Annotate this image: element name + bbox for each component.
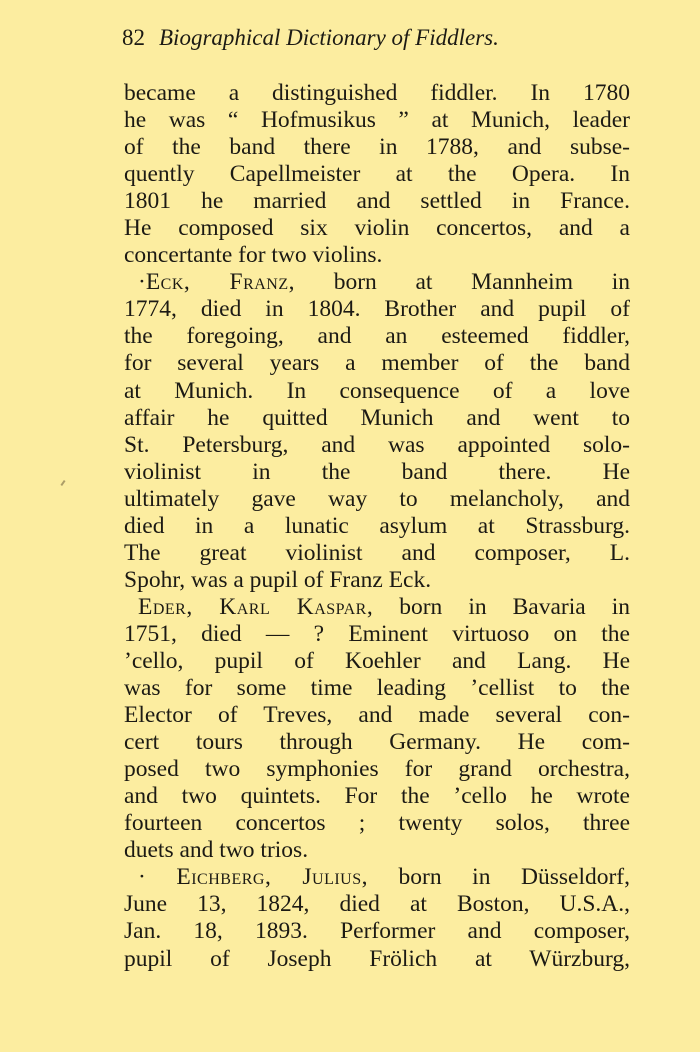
margin-mark bbox=[60, 480, 65, 486]
text-line bbox=[124, 837, 630, 864]
text-run: fourteen concertos ; twenty solos, three bbox=[124, 810, 630, 837]
text-run: born in Bavaria in bbox=[373, 593, 630, 620]
text-line bbox=[124, 540, 630, 567]
text-run: The great violinist and composer, L. bbox=[124, 539, 630, 566]
text-run: posed two symphonies for grand orchestra, bbox=[124, 756, 630, 783]
entry-headword: Eichberg, Julius, bbox=[176, 864, 369, 891]
text-line bbox=[124, 918, 630, 945]
text-line bbox=[124, 864, 630, 891]
text-line bbox=[124, 702, 630, 729]
text-run: born at Mannheim in bbox=[295, 269, 630, 296]
text-line bbox=[124, 161, 630, 188]
entry-headword: Eder, Karl Kaspar, bbox=[138, 593, 374, 620]
text-run: the foregoing, and an esteemed fiddler, bbox=[124, 323, 630, 350]
text-run: born in Düsseldorf, bbox=[368, 864, 630, 891]
text-run: · bbox=[138, 269, 146, 296]
text-line bbox=[124, 756, 630, 783]
text-run: 1774, died in 1804. Brother and pupil of bbox=[124, 296, 630, 323]
text-line bbox=[124, 891, 630, 918]
text-line bbox=[124, 296, 630, 323]
text-run: Elector of Treves, and made several con- bbox=[124, 702, 630, 729]
text-run: St. Petersburg, and was appointed solo- bbox=[124, 431, 630, 458]
text-run: was for some time leading ’cellist to the bbox=[124, 675, 630, 702]
text-line bbox=[124, 432, 630, 459]
text-run: ’cello, pupil of Koehler and Lang. He bbox=[124, 647, 630, 674]
running-title: Biographical Dictionary of Fiddlers. bbox=[159, 25, 499, 50]
text-line bbox=[124, 215, 630, 242]
text-run: quently Capellmeister at the Opera. In bbox=[124, 161, 630, 188]
text-run: he was “ Hofmusikus ” at Munich, leader bbox=[124, 107, 630, 134]
text-run: pupil of Joseph Frölich at Würzburg, bbox=[124, 945, 630, 972]
text-run: died in a lunatic asylum at Strassburg. bbox=[124, 512, 630, 539]
text-line bbox=[124, 810, 630, 837]
text-run: He composed six violin concertos, and a bbox=[124, 215, 630, 242]
text-line bbox=[124, 188, 630, 215]
text-run: · bbox=[138, 864, 177, 891]
text-run: June 13, 1824, died at Boston, U.S.A., bbox=[124, 891, 630, 918]
text-line bbox=[124, 323, 630, 350]
text-run: Jan. 18, 1893. Performer and composer, bbox=[124, 918, 630, 945]
text-run: of the band there in 1788, and subse- bbox=[124, 134, 630, 161]
text-run: became a distinguished fiddler. In 1780 bbox=[124, 80, 630, 106]
text-line bbox=[124, 350, 630, 377]
text-run: ultimately gave way to melancholy, and bbox=[124, 485, 630, 512]
text-line bbox=[124, 783, 630, 810]
text-run: 1751, died — ? Eminent virtuoso on the bbox=[124, 620, 630, 647]
text-line bbox=[124, 946, 630, 973]
text-run: affair he quitted Munich and went to bbox=[124, 404, 630, 431]
text-line bbox=[124, 675, 630, 702]
text-line bbox=[124, 621, 630, 648]
text-run: violinist in the band there. He bbox=[124, 458, 630, 485]
text-line bbox=[124, 80, 630, 107]
text-run: for several years a member of the band bbox=[124, 350, 630, 377]
text-run: Spohr, was a pupil of Franz Eck. bbox=[124, 566, 432, 593]
text-line bbox=[124, 513, 630, 540]
running-header bbox=[122, 20, 632, 56]
text-line bbox=[124, 378, 630, 405]
text-run: cert tours through Germany. He com- bbox=[124, 729, 630, 756]
text-line bbox=[124, 242, 630, 269]
text-run: 1801 he married and settled in France. bbox=[124, 188, 630, 215]
entry-headword: Eck, Franz, bbox=[145, 269, 295, 296]
text-line bbox=[124, 107, 630, 134]
text-line bbox=[124, 134, 630, 161]
text-line bbox=[124, 405, 630, 432]
page-number: 82 bbox=[122, 25, 145, 50]
text-line bbox=[124, 269, 630, 296]
text-run: concertante for two violins. bbox=[124, 242, 383, 269]
text-line bbox=[124, 567, 630, 594]
text-run: at Munich. In consequence of a love bbox=[124, 377, 630, 404]
text-line bbox=[124, 594, 630, 621]
text-run: and two quintets. For the ’cello he wrote bbox=[124, 783, 630, 810]
text-line bbox=[124, 648, 630, 675]
text-line bbox=[124, 459, 630, 486]
text-run: duets and two trios. bbox=[124, 837, 309, 864]
text-line bbox=[124, 486, 630, 513]
text-line bbox=[124, 729, 630, 756]
body-text bbox=[124, 80, 630, 973]
